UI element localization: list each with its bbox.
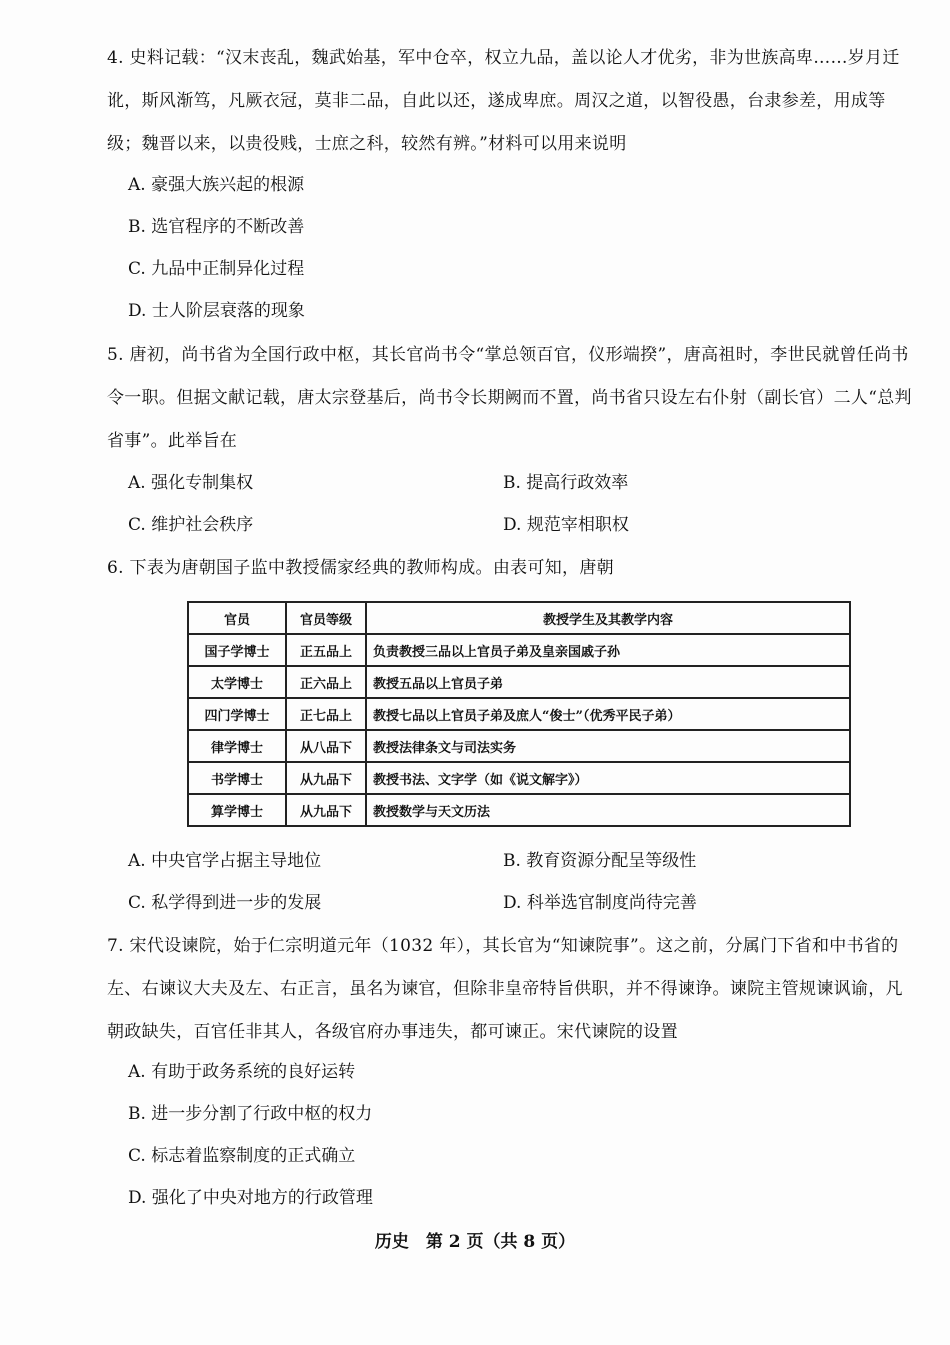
q4-option-c: C. 九品中正制异化过程 [128, 259, 305, 279]
q6-option-d: D. 科举选官制度尚待完善 [503, 893, 697, 913]
table-row [188, 794, 850, 826]
table-cell: 书学博士 [188, 762, 286, 794]
q6-option-a: A. 中央官学占据主导地位 [128, 851, 322, 871]
q4-option-b: B. 选官程序的不断改善 [128, 217, 305, 237]
q5-option-d: D. 规范宰相职权 [503, 515, 629, 535]
table-cell: 正五品上 [286, 634, 366, 666]
table-cell: 教授七品以上官员子弟及庶人“俊士”（优秀平民子弟） [366, 698, 850, 730]
table-row [188, 698, 850, 730]
table-cell: 律学博士 [188, 730, 286, 762]
table-header-row [188, 602, 850, 634]
table-cell: 教授数学与天文历法 [366, 794, 850, 826]
question-4-options [128, 164, 918, 332]
q5-option-b: B. 提高行政效率 [503, 473, 629, 493]
q7-option-a: A. 有助于政务系统的良好运转 [128, 1062, 356, 1082]
q6-option-c: C. 私学得到进一步的发展 [128, 893, 322, 913]
question-6-stem [107, 547, 917, 590]
table-cell: 太学博士 [188, 666, 286, 698]
table-cell: 四门学博士 [188, 698, 286, 730]
table-cell: 正六品上 [286, 666, 366, 698]
table-cell: 国子学博士 [188, 634, 286, 666]
table-cell: 从九品下 [286, 794, 366, 826]
table-cell: 从九品下 [286, 762, 366, 794]
table-cell: 负责教授三品以上官员子弟及皇亲国戚子孙 [366, 634, 850, 666]
q6-option-b: B. 教育资源分配呈等级性 [503, 851, 697, 871]
q7-option-d: D. 强化了中央对地方的行政管理 [128, 1188, 373, 1208]
question-7-text: 7. 宋代设谏院，始于仁宗明道元年（1032 年），其长官为“知谏院事”。这之前，分属门下省和中书省的左、右谏议大夫及左、右正言，虽名为谏官，但除非皇帝特旨供职，并不得谏诤。谏院主管规谏讽谕，凡朝政缺失，百官任非其人，各级官府办事违失，都可谏正。宋代谏院的设置 [107, 936, 903, 1042]
table-row [188, 666, 850, 698]
table-row [188, 730, 850, 762]
table-cell: 从八品下 [286, 730, 366, 762]
table-cell: 正七品上 [286, 698, 366, 730]
question-4-stem [107, 37, 917, 166]
question-5-options [128, 462, 918, 546]
q4-option-a: A. 豪强大族兴起的根源 [128, 175, 305, 195]
q5-option-a: A. 强化专制集权 [128, 473, 254, 493]
question-6-options [128, 840, 918, 924]
table-cell: 算学博士 [188, 794, 286, 826]
table-cell: 教授法律条文与司法实务 [366, 730, 850, 762]
question-6-text: 6. 下表为唐朝国子监中教授儒家经典的教师构成。由表可知，唐朝 [107, 558, 614, 578]
question-4-text: 4. 史料记载：“汉末丧乱，魏武始基，军中仓卒，权立九品，盖以论人才优劣，非为世族高卑……岁月迁讹，斯风渐笃，凡厥衣冠，莫非二品，自此以还，遂成卑庶。周汉之道，以智役愚，台隶参差，用成等级；魏晋以来，以贵役贱，士庶之科，较然有辨。”材料可以用来说明 [107, 48, 900, 154]
question-5-stem [107, 334, 917, 463]
q7-option-b: B. 进一步分割了行政中枢的权力 [128, 1104, 373, 1124]
q5-option-c: C. 维护社会秩序 [128, 515, 254, 535]
q4-option-d: D. 士人阶层衰落的现象 [128, 301, 305, 321]
question-7-stem [107, 925, 917, 1054]
table-cell: 教授书法、文字学（如《说文解字》） [366, 762, 850, 794]
teacher-table [187, 601, 851, 827]
table-header-cell: 官员等级 [286, 602, 366, 634]
question-5-text: 5. 唐初，尚书省为全国行政中枢，其长官尚书令“掌总领百官，仪形端揆”，唐高祖时，李世民就曾任尚书令一职。但据文献记载，唐太宗登基后，尚书令长期阙而不置，尚书省只设左右仆射（副长官）二人“总判省事”。此举旨在 [107, 345, 912, 451]
page-footer: 历史 第 2 页（共 8 页） [374, 1232, 576, 1252]
table-header-cell: 官员 [188, 602, 286, 634]
table-row [188, 634, 850, 666]
table-row [188, 762, 850, 794]
q7-option-c: C. 标志着监察制度的正式确立 [128, 1146, 356, 1166]
question-7-options [128, 1051, 918, 1219]
table-cell: 教授五品以上官员子弟 [366, 666, 850, 698]
table-header-cell: 教授学生及其教学内容 [366, 602, 850, 634]
